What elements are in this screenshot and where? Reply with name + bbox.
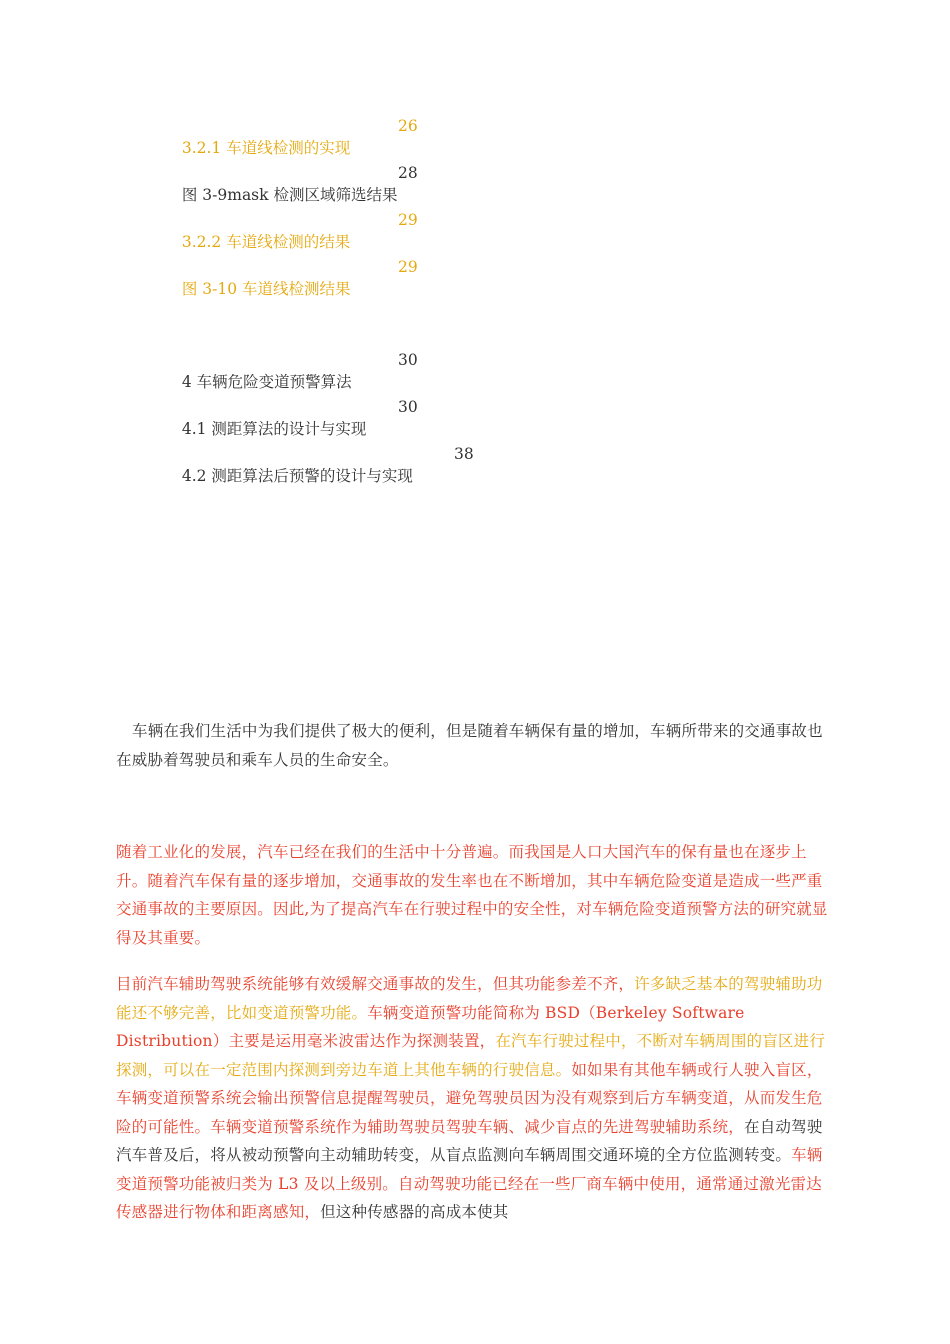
- toc-page: 26: [398, 117, 418, 135]
- text-run: 如如果有其他车辆或行人驶入盲区，车辆变道预警系统会输出预警信息提醒驾驶员，避免驾驶员因为没有观察到后方车辆变道，从而发生危险的可能性。车辆变道预警系统作为辅助驾驶员驾驶车辆、减少盲点的先进驾驶辅助系统，: [116, 1060, 823, 1136]
- text-run: 车辆变道预警功能被归类为 L3 及以上级别。: [116, 1146, 823, 1193]
- toc-page: 30: [398, 351, 418, 369]
- text-run: 但这种传感器的高成本使其: [320, 1203, 509, 1221]
- toc-title: 4.1 测距算法的设计与实现: [181, 420, 367, 438]
- intro-paragraph: [116, 717, 834, 774]
- body-paragraph-2: [116, 838, 834, 952]
- paragraph-text: 随着工业化的发展，汽车已经在我们的生活中十分普遍。而我国是人口大国汽车的保有量也在逐步上升。随着汽车保有量的逐步增加，交通事故的发生率也在不断增加，其中车辆危险变道是造成一些严重交通事故的主要原因。因此,为了提高汽车在行驶过程中的安全性，对车辆危险变道预警方法的研究就显得及其重要。: [116, 843, 828, 947]
- toc-title: 图 3-10 车道线检测结果: [181, 280, 351, 298]
- toc-page: 38: [454, 445, 474, 463]
- toc-line[interactable]: [172, 443, 474, 509]
- body-paragraph-3: [116, 970, 834, 1227]
- toc-page: 28: [398, 164, 418, 182]
- text-run: 自动驾驶功能已经在一些厂商车辆中使用，通常通过激光雷达传感器进行物体和距离感知，: [116, 1174, 822, 1221]
- toc-line[interactable]: [172, 256, 418, 322]
- text-run: 目前汽车辅助驾驶系统能够有效缓解交通事故的发生，但其功能参差不齐，: [116, 975, 635, 993]
- intro-text: 车辆在我们生活中为我们提供了极大的便利，但是随着车辆保有量的增加，车辆所带来的交通事故也在威胁着驾驶员和乘车人员的生命安全。: [116, 722, 823, 769]
- toc-title: 4 车辆危险变道预警算法: [181, 373, 352, 391]
- toc-page: 30: [398, 398, 418, 416]
- text-run: 在汽车行驶过程中，不断对车辆周围的盲区进行探测，可以在一定范围内探测到旁边车道上其他车辆的行驶信息。: [116, 1032, 826, 1079]
- toc-page: 29: [398, 211, 418, 229]
- text-run: 在自动驾驶汽车普及后，将从被动预警向主动辅助转变，从盲点监测向车辆周围交通环境的全方位监测转变。: [116, 1117, 823, 1164]
- toc-title: 图 3-9mask 检测区域筛选结果: [181, 186, 398, 204]
- paragraph-text: [116, 970, 834, 1227]
- toc-title: 4.2 测距算法后预警的设计与实现: [181, 467, 413, 485]
- toc-title: 3.2.1 车道线检测的实现: [181, 139, 351, 157]
- toc-title: 3.2.2 车道线检测的结果: [181, 233, 351, 251]
- toc-page: 29: [398, 258, 418, 276]
- text-run: 车辆变道预警功能简称为 BSD（Berkeley Software Distribution）主要是运用毫米波雷达作为探测装置，: [116, 1003, 745, 1050]
- text-run: 许多缺乏基本的驾驶辅助功能还不够完善，比如变道预警功能。: [116, 975, 823, 1022]
